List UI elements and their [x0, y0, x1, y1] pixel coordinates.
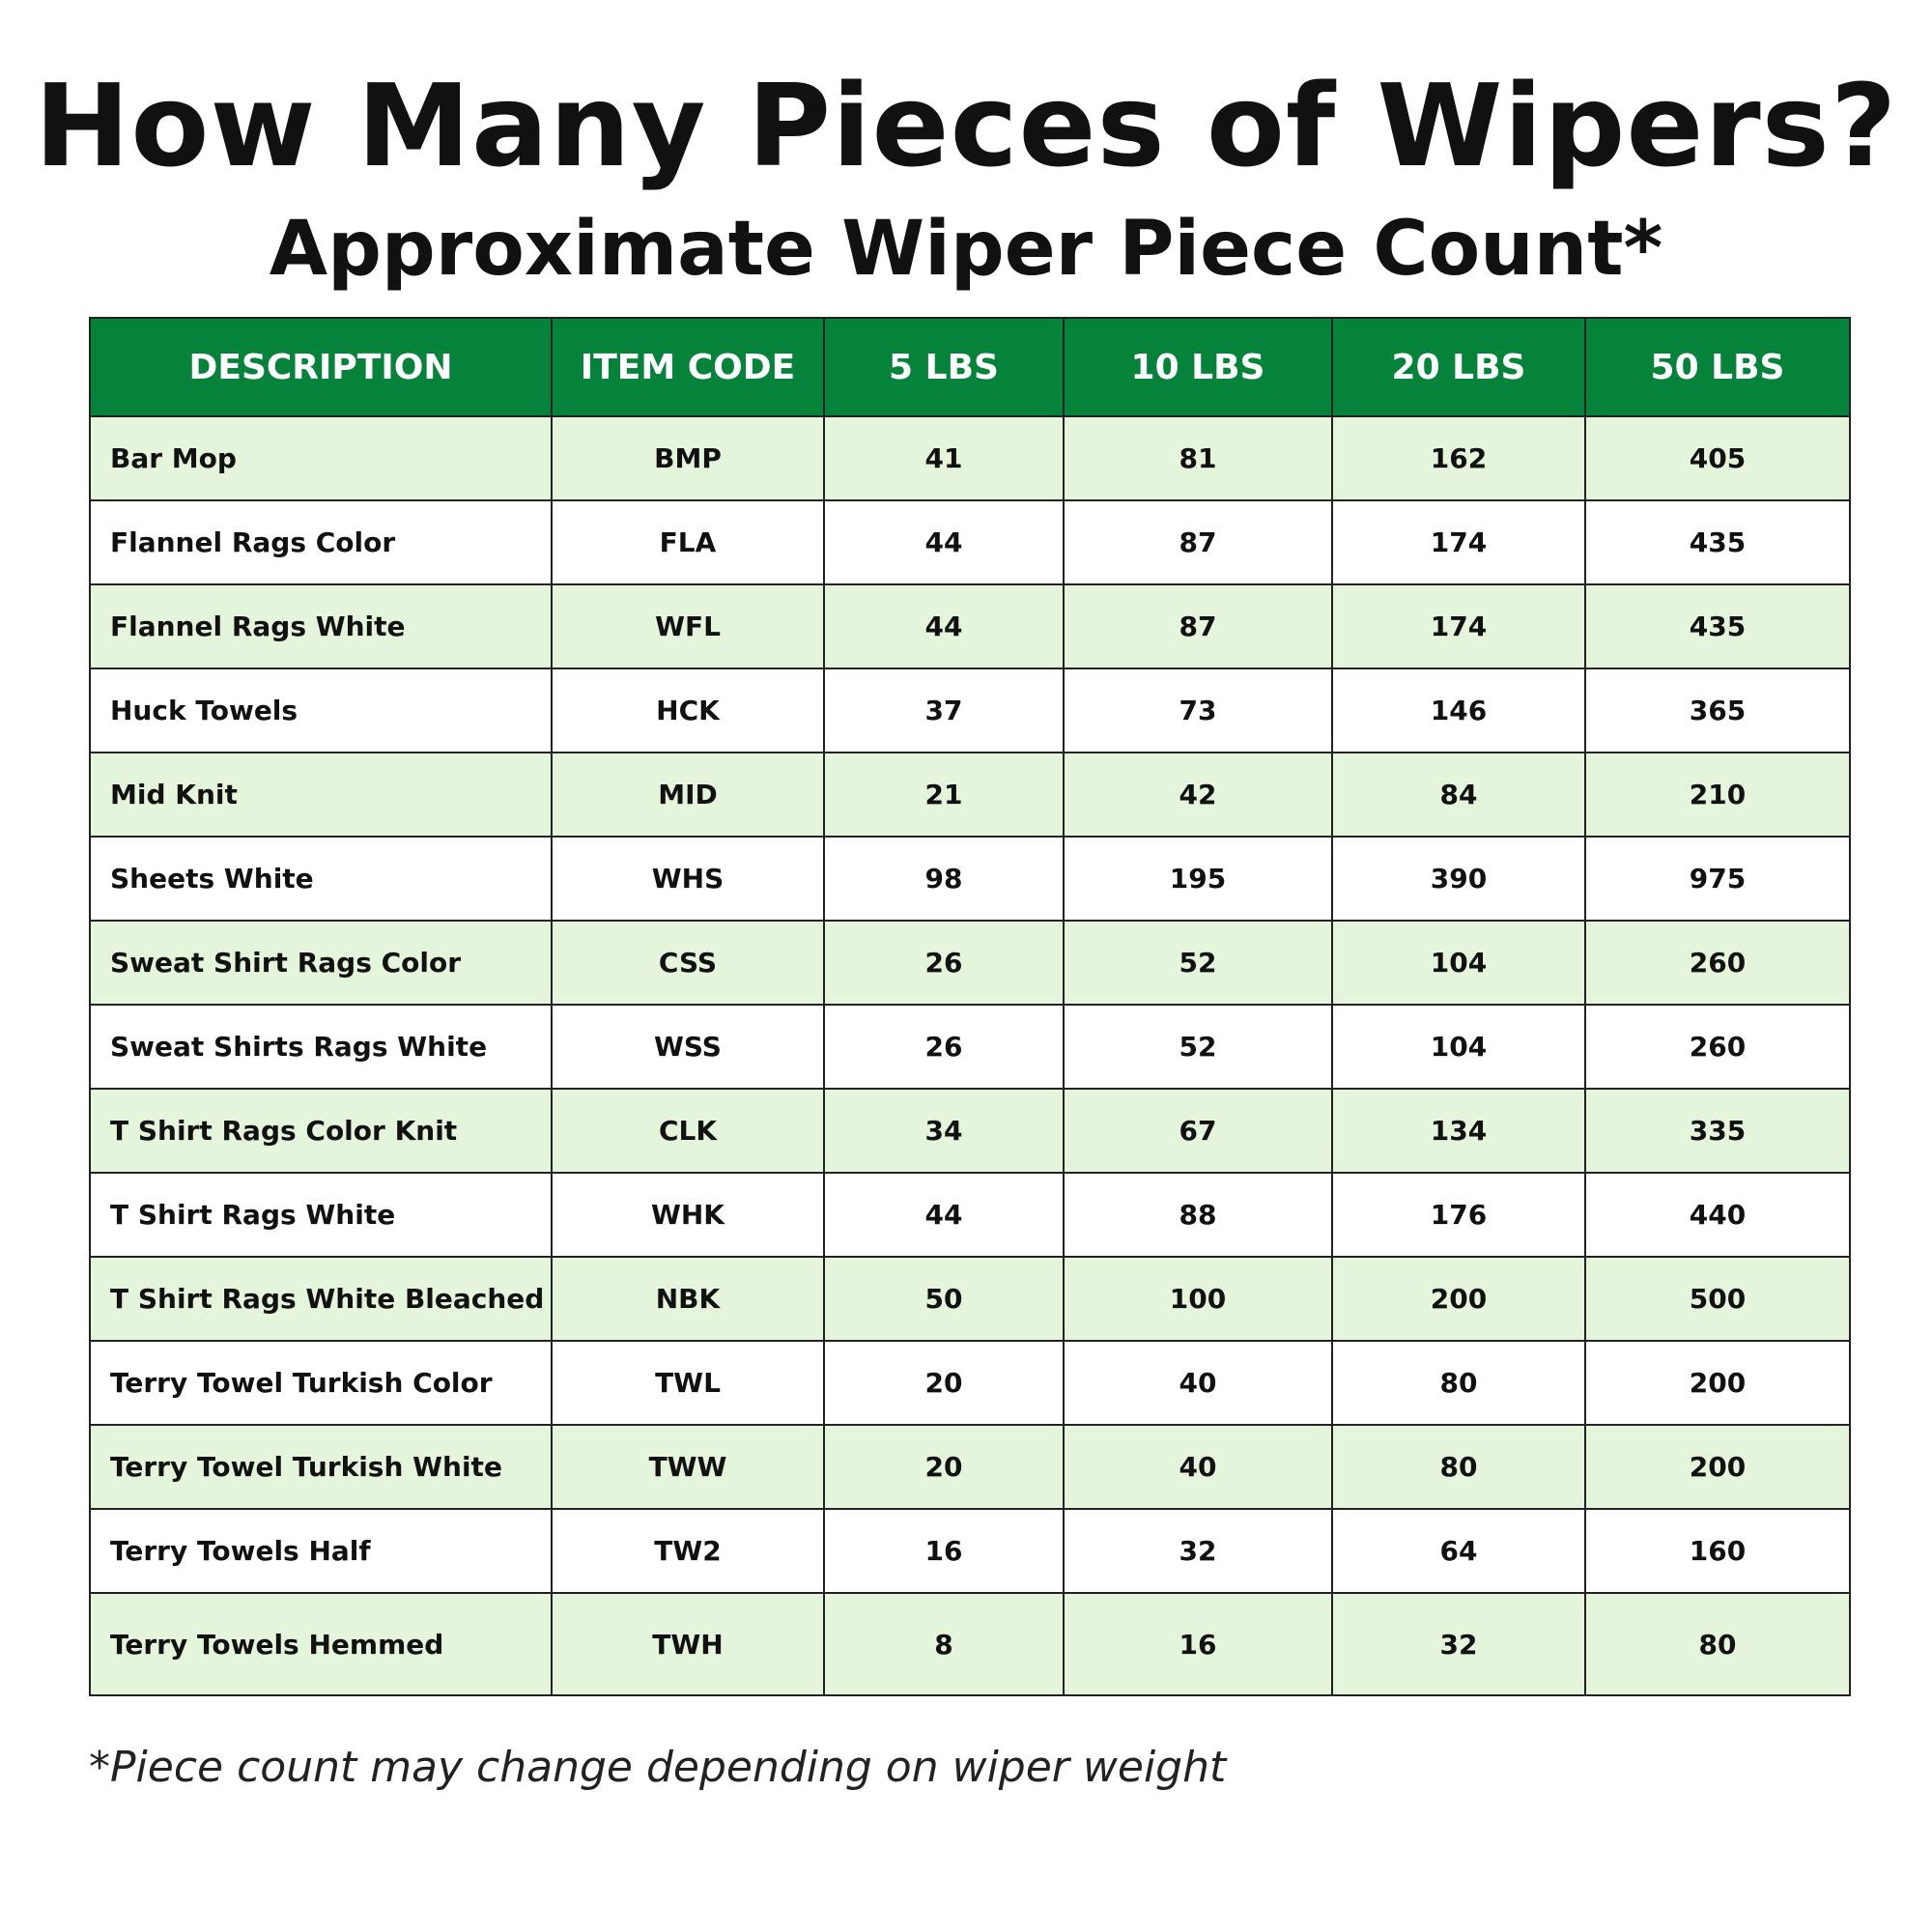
description-cell: Sweat Shirts Rags White	[90, 1005, 552, 1089]
description-cell: Mid Knit	[90, 753, 552, 837]
item-code-cell: WSS	[552, 1005, 824, 1089]
count-20-lbs-cell: 162	[1332, 416, 1585, 500]
count-20-lbs-cell: 104	[1332, 1005, 1585, 1089]
column-header-5-lbs: 5 LBS	[824, 318, 1064, 416]
table-row	[90, 584, 1850, 668]
table-row	[90, 1593, 1850, 1695]
description-cell: Huck Towels	[90, 668, 552, 753]
count-10-lbs-cell: 87	[1064, 500, 1332, 584]
count-5-lbs-cell: 16	[824, 1509, 1064, 1593]
item-code-cell: CLK	[552, 1089, 824, 1173]
item-code-cell: WHK	[552, 1173, 824, 1257]
item-code-cell: NBK	[552, 1257, 824, 1341]
page-title: How Many Pieces of Wipers?	[34, 59, 1898, 192]
item-code-cell: BMP	[552, 416, 824, 500]
table-row	[90, 1509, 1850, 1593]
count-10-lbs-cell: 195	[1064, 837, 1332, 921]
table-row	[90, 1425, 1850, 1509]
count-5-lbs-cell: 20	[824, 1341, 1064, 1425]
description-cell: Flannel Rags Color	[90, 500, 552, 584]
count-5-lbs-cell: 44	[824, 500, 1064, 584]
count-5-lbs-cell: 41	[824, 416, 1064, 500]
count-20-lbs-cell: 390	[1332, 837, 1585, 921]
description-cell: Terry Towel Turkish Color	[90, 1341, 552, 1425]
count-20-lbs-cell: 32	[1332, 1593, 1585, 1695]
table-row	[90, 500, 1850, 584]
count-10-lbs-cell: 88	[1064, 1173, 1332, 1257]
item-code-cell: TWL	[552, 1341, 824, 1425]
description-cell: Terry Towels Half	[90, 1509, 552, 1593]
item-code-cell: CSS	[552, 921, 824, 1005]
description-cell: T Shirt Rags Color Knit	[90, 1089, 552, 1173]
count-50-lbs-cell: 160	[1585, 1509, 1850, 1593]
column-header-50-lbs: 50 LBS	[1585, 318, 1850, 416]
count-50-lbs-cell: 260	[1585, 921, 1850, 1005]
description-cell: Sheets White	[90, 837, 552, 921]
table-row	[90, 1089, 1850, 1173]
count-50-lbs-cell: 335	[1585, 1089, 1850, 1173]
count-20-lbs-cell: 64	[1332, 1509, 1585, 1593]
count-20-lbs-cell: 80	[1332, 1341, 1585, 1425]
count-10-lbs-cell: 81	[1064, 416, 1332, 500]
item-code-cell: WFL	[552, 584, 824, 668]
count-5-lbs-cell: 26	[824, 1005, 1064, 1089]
count-50-lbs-cell: 210	[1585, 753, 1850, 837]
count-20-lbs-cell: 200	[1332, 1257, 1585, 1341]
count-5-lbs-cell: 8	[824, 1593, 1064, 1695]
count-5-lbs-cell: 37	[824, 668, 1064, 753]
table-row	[90, 1005, 1850, 1089]
count-50-lbs-cell: 435	[1585, 584, 1850, 668]
item-code-cell: TW2	[552, 1509, 824, 1593]
count-10-lbs-cell: 40	[1064, 1425, 1332, 1509]
table-row	[90, 1341, 1850, 1425]
count-10-lbs-cell: 73	[1064, 668, 1332, 753]
table-body	[90, 416, 1850, 1695]
description-cell: Terry Towels Hemmed	[90, 1593, 552, 1695]
count-10-lbs-cell: 100	[1064, 1257, 1332, 1341]
wiper-count-table	[89, 317, 1851, 1696]
footnote: *Piece count may change depending on wiper weight	[89, 1743, 1227, 1792]
count-20-lbs-cell: 104	[1332, 921, 1585, 1005]
count-50-lbs-cell: 365	[1585, 668, 1850, 753]
count-50-lbs-cell: 200	[1585, 1425, 1850, 1509]
column-header-description: DESCRIPTION	[90, 318, 552, 416]
item-code-cell: FLA	[552, 500, 824, 584]
count-20-lbs-cell: 174	[1332, 584, 1585, 668]
count-20-lbs-cell: 174	[1332, 500, 1585, 584]
count-10-lbs-cell: 67	[1064, 1089, 1332, 1173]
description-cell: T Shirt Rags White Bleached	[90, 1257, 552, 1341]
description-cell: Terry Towel Turkish White	[90, 1425, 552, 1509]
count-5-lbs-cell: 26	[824, 921, 1064, 1005]
count-50-lbs-cell: 975	[1585, 837, 1850, 921]
count-50-lbs-cell: 405	[1585, 416, 1850, 500]
item-code-cell: MID	[552, 753, 824, 837]
column-header-20-lbs: 20 LBS	[1332, 318, 1585, 416]
table-row	[90, 753, 1850, 837]
item-code-cell: HCK	[552, 668, 824, 753]
count-20-lbs-cell: 80	[1332, 1425, 1585, 1509]
description-cell: Flannel Rags White	[90, 584, 552, 668]
page-subtitle: Approximate Wiper Piece Count*	[269, 206, 1663, 293]
count-50-lbs-cell: 80	[1585, 1593, 1850, 1695]
count-20-lbs-cell: 134	[1332, 1089, 1585, 1173]
count-10-lbs-cell: 87	[1064, 584, 1332, 668]
table-header-row	[90, 318, 1850, 416]
description-cell: Bar Mop	[90, 416, 552, 500]
column-header-10-lbs: 10 LBS	[1064, 318, 1332, 416]
count-10-lbs-cell: 40	[1064, 1341, 1332, 1425]
table-row	[90, 1173, 1850, 1257]
table-row	[90, 416, 1850, 500]
count-20-lbs-cell: 176	[1332, 1173, 1585, 1257]
count-50-lbs-cell: 200	[1585, 1341, 1850, 1425]
count-10-lbs-cell: 32	[1064, 1509, 1332, 1593]
table-row	[90, 921, 1850, 1005]
item-code-cell: WHS	[552, 837, 824, 921]
count-5-lbs-cell: 44	[824, 1173, 1064, 1257]
item-code-cell: TWH	[552, 1593, 824, 1695]
count-5-lbs-cell: 44	[824, 584, 1064, 668]
item-code-cell: TWW	[552, 1425, 824, 1509]
count-50-lbs-cell: 435	[1585, 500, 1850, 584]
count-10-lbs-cell: 42	[1064, 753, 1332, 837]
count-10-lbs-cell: 52	[1064, 1005, 1332, 1089]
count-50-lbs-cell: 500	[1585, 1257, 1850, 1341]
column-header-item-code: ITEM CODE	[552, 318, 824, 416]
table-row	[90, 837, 1850, 921]
count-20-lbs-cell: 146	[1332, 668, 1585, 753]
count-5-lbs-cell: 34	[824, 1089, 1064, 1173]
count-50-lbs-cell: 260	[1585, 1005, 1850, 1089]
count-5-lbs-cell: 21	[824, 753, 1064, 837]
table-row	[90, 668, 1850, 753]
table-row	[90, 1257, 1850, 1341]
count-20-lbs-cell: 84	[1332, 753, 1585, 837]
count-50-lbs-cell: 440	[1585, 1173, 1850, 1257]
count-5-lbs-cell: 50	[824, 1257, 1064, 1341]
description-cell: T Shirt Rags White	[90, 1173, 552, 1257]
count-10-lbs-cell: 52	[1064, 921, 1332, 1005]
count-5-lbs-cell: 98	[824, 837, 1064, 921]
count-10-lbs-cell: 16	[1064, 1593, 1332, 1695]
count-5-lbs-cell: 20	[824, 1425, 1064, 1509]
description-cell: Sweat Shirt Rags Color	[90, 921, 552, 1005]
